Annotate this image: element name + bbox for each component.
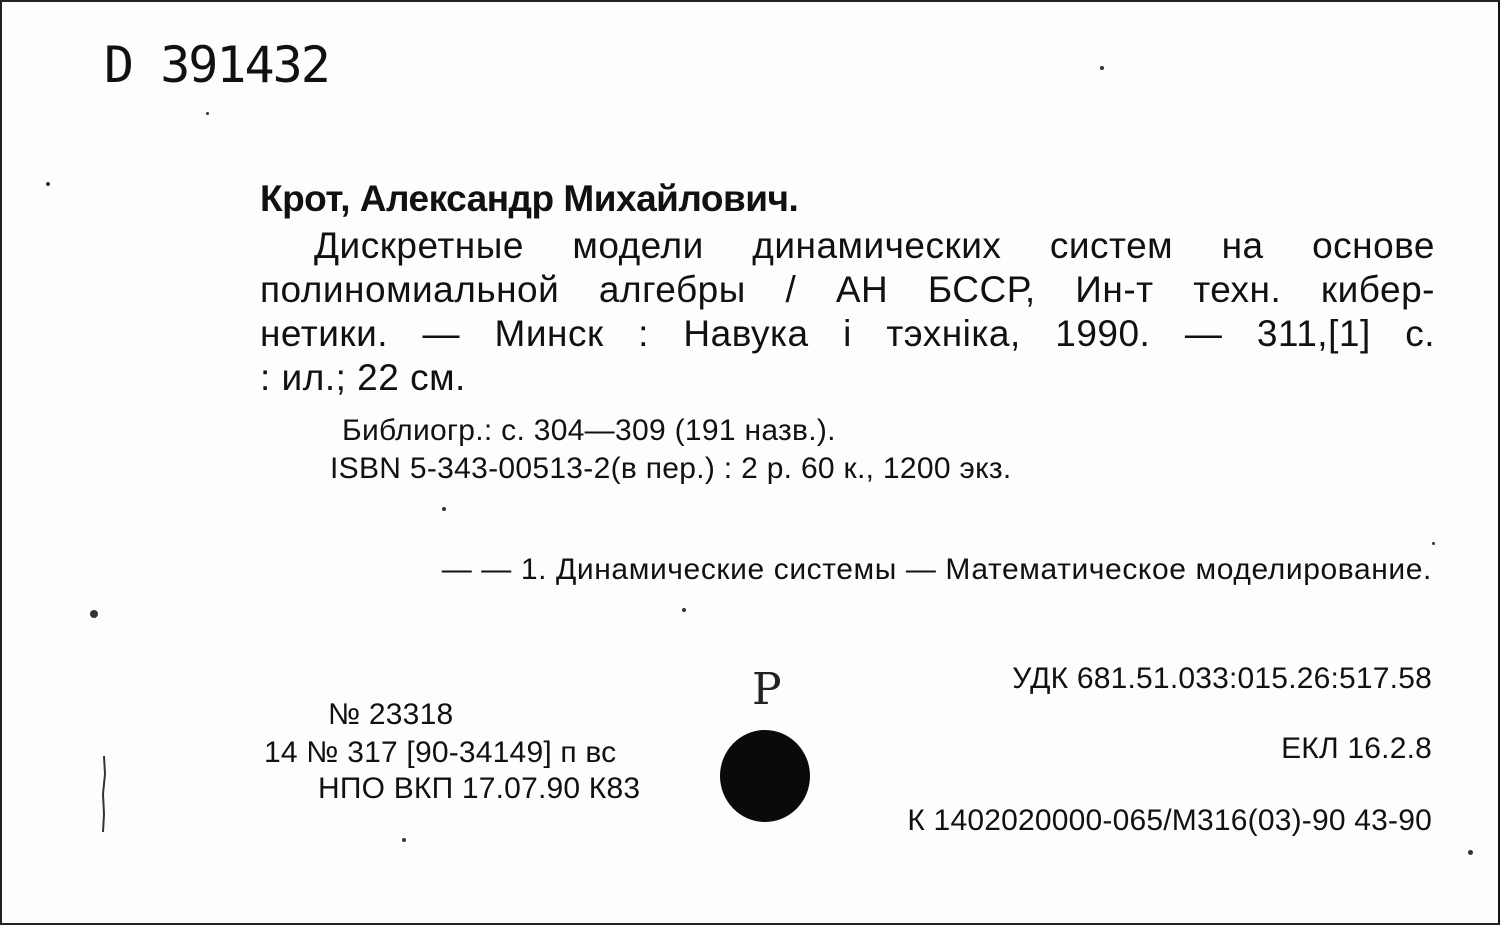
order-line: 14 № 317 [90-34149] п вс — [264, 736, 617, 769]
speck — [1432, 542, 1435, 545]
isbn-line: ISBN 5-343-00513-2(в пер.) : 2 р. 60 к., 1200 экз. — [330, 452, 1012, 485]
description-line-3: нетики. — Минск : Навука і тэхніка, 1990. — 311,[1] с. — [260, 313, 1435, 354]
speck — [1468, 850, 1473, 855]
speck — [46, 182, 50, 186]
speck — [206, 112, 209, 115]
udk-code: УДК 681.51.033:015.26:517.58 — [1012, 662, 1432, 695]
speck — [90, 610, 98, 618]
speck — [682, 608, 686, 612]
npo-line: НПО ВКП 17.07.90 К83 — [318, 772, 641, 805]
punch-hole — [720, 730, 810, 822]
description-line-4: : ил.; 22 см. — [260, 357, 466, 398]
subject-heading: — — 1. Динамические системы — Математическое моделирование. — [441, 553, 1432, 586]
author-heading: Крот, Александр Михайлович. — [260, 178, 799, 219]
description-line-1: Дискретные модели динамических систем на основе — [314, 225, 1435, 266]
catalog-code: К 1402020000-065/М316(03)-90 43-90 — [907, 804, 1432, 837]
card-number: № 23318 — [328, 698, 454, 731]
shelf-mark: D 391432 — [104, 36, 329, 94]
description-line-2: полиномиальной алгебры / АН БССР, Ин-т техн. кибер- — [260, 269, 1435, 310]
speck — [402, 838, 406, 842]
edge-scratch — [100, 754, 108, 834]
speck — [1100, 66, 1104, 70]
ekl-code: ЕКЛ 16.2.8 — [1281, 732, 1432, 765]
handwritten-mark: Р — [752, 664, 782, 715]
bibliography-note: Библиогр.: с. 304—309 (191 назв.). — [342, 414, 836, 447]
speck — [442, 507, 446, 511]
